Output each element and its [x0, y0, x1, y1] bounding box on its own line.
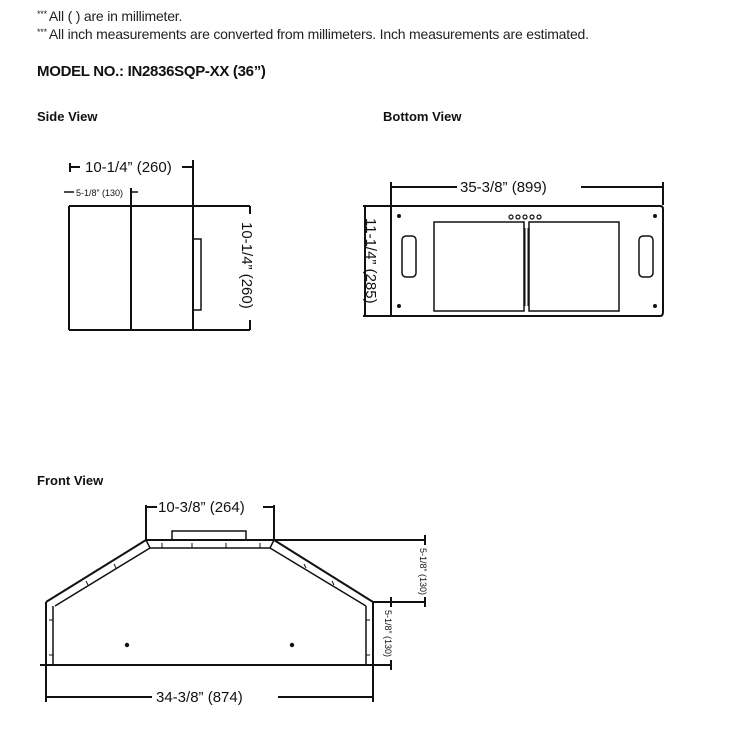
front-top-dim: 10-3/8” (264): [158, 499, 245, 516]
side-partial-dim: 5-1/8” (130): [76, 188, 124, 198]
front-view-title: Front View: [37, 473, 104, 488]
note-prefix: ***: [37, 27, 47, 37]
side-height-dim: 10-1/4” (260): [238, 222, 255, 309]
side-width-dim: 10-1/4” (260): [85, 159, 172, 176]
front-view-drawing: [40, 505, 425, 702]
bottom-view-title: Bottom View: [383, 109, 462, 124]
front-view-screws: [125, 643, 294, 647]
note-text: All inch measurements are converted from millimeters. Inch measurements are estimated.: [48, 26, 589, 42]
bottom-depth-dim: 11-1/4” (285): [362, 218, 379, 304]
bottom-width-dim: 35-3/8” (899): [460, 179, 547, 196]
front-view-rivets: [49, 543, 370, 655]
note-text: All ( ) are in millimeter.: [48, 8, 183, 24]
side-view-drawing: [64, 160, 250, 330]
note-prefix: ***: [37, 9, 47, 19]
bottom-view-drawing: [363, 182, 663, 316]
bottom-view-screws: [397, 214, 657, 308]
front-upper-height-dim: 5-1/8” (130): [418, 548, 428, 596]
model-number: MODEL NO.: IN2836SQP-XX (36”): [37, 63, 266, 80]
side-view-title: Side View: [37, 109, 98, 124]
front-bottom-dim: 34-3/8” (874): [156, 689, 243, 706]
control-buttons-icon: [509, 215, 541, 219]
front-lower-height-dim: 5-1/8” (130): [383, 610, 393, 658]
